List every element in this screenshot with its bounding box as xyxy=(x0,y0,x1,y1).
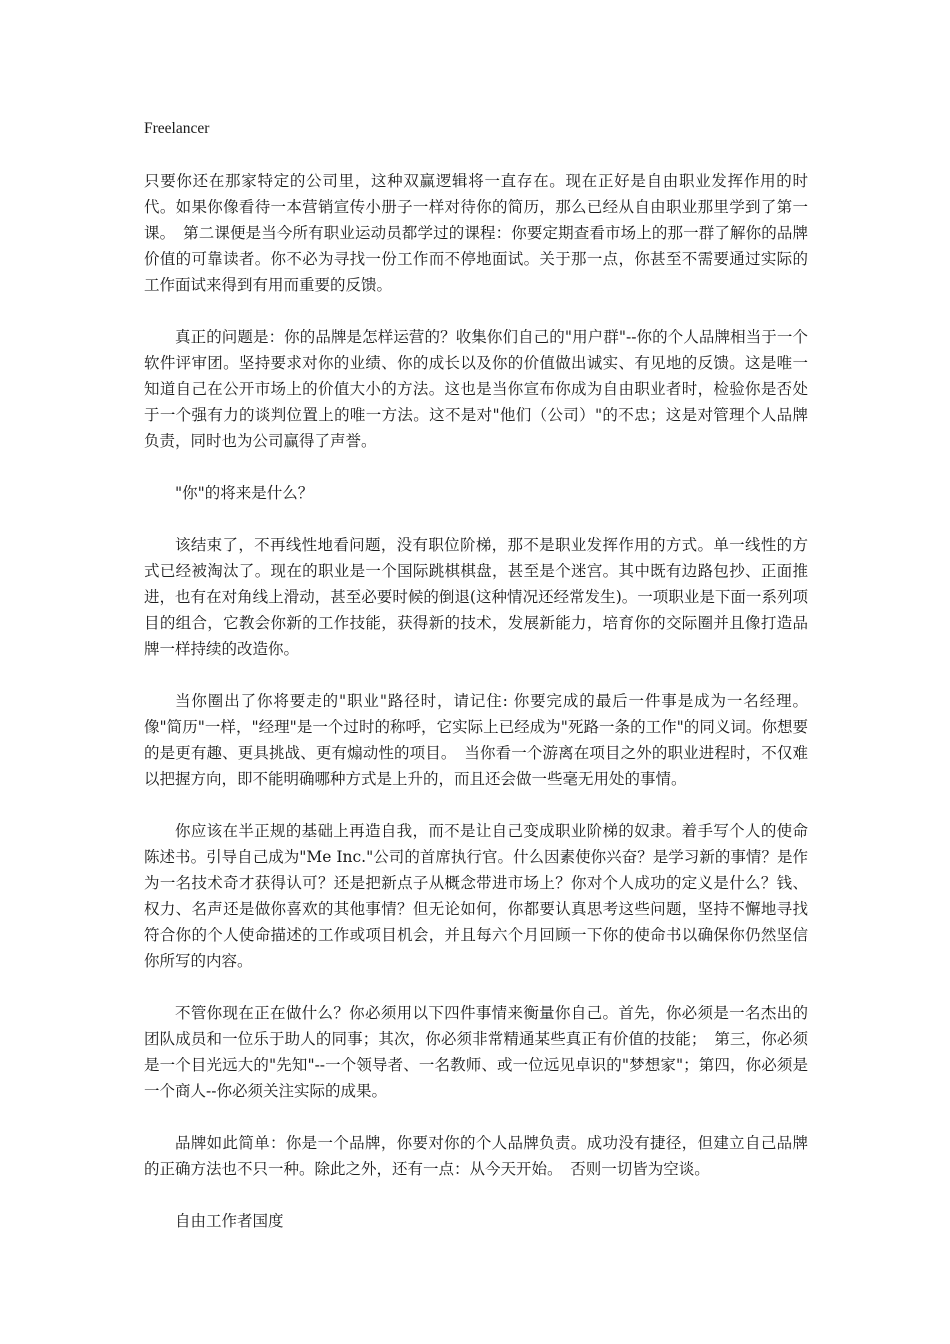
paragraph-mission-statement: 你应该在半正规的基础上再造自我，而不是让自己变成职业阶梯的奴隶。着手写个人的使命陈述书。引导自己成为"Me Inc."公司的首席执行官。什么因素使你兴奋？是学习新的事情？是作为一名技术奇才获得认可？还是把新点子从概念带进市场上？你对个人成功的定义是什么？钱、权力、名声还是做你喜欢的其他事情？但无论如何，你都要认真思考这些问题，坚持不懈地寻找符合你的个人使命描述的工作或项目机会，并且每六个月回顾一下你的使命书以确保你仍然坚信你所写的内容。 xyxy=(144,822,808,970)
paragraph-career-ladder: 该结束了，不再线性地看问题，没有职位阶梯，那不是职业发挥作用的方式。单一线性的方式已经被淘汰了。现在的职业是一个国际跳棋棋盘，甚至是个迷宫。其中既有边路包抄、正面推进，也有在对角线上滑动，甚至必要时候的倒退(这种情况还经常发生)。一项职业是下面一系列项目的组合，它教会你新的工作技能，获得新的技术，发展新能力，培育你的交际圈并且像打造品牌一样持续的改造你。 xyxy=(144,536,808,658)
document-page xyxy=(144,116,808,1234)
subheading-freelancer-nation: 自由工作者国度 xyxy=(175,1212,284,1230)
subheading-your-future: "你"的将来是什么？ xyxy=(175,484,314,502)
paragraph-manager: 当你圈出了你将要走的"职业"路径时，请记住: 你要完成的最后一件事是成为一名经理。 像"简历"一样，"经理"是一个过时的称呼，它实际上已经成为"死路一条的工作"的同义词。你想要的是更有趣、更具挑战、更有煽动性的项目。 当你看一个游离在项目之外的职业进程时，不仅难以把握方向，即不能明确哪种方式是上升的，而且还会做一些毫无用处的事情。 xyxy=(144,692,808,788)
paragraph-brand-simple: 品牌如此简单：你是一个品牌，你要对你的个人品牌负责。成功没有捷径，但建立自己品牌的正确方法也不只一种。除此之外，还有一点：从今天开始。 否则一切皆为空谈。 xyxy=(144,1134,808,1178)
paragraph-brand-question: 真正的问题是：你的品牌是怎样运营的？收集你们自己的"用户群"--你的个人品牌相当于一个软件评审团。坚持要求对你的业绩、你的成长以及你的价值做出诚实、有见地的反馈。这是唯一知道自己在公开市场上的价值大小的方法。这也是当你宣布你成为自由职业者时，检验你是否处于一个强有力的谈判位置上的唯一方法。这不是对"他们（公司）"的不忠；这是对管理个人品牌负责，同时也为公司赢得了声誉。 xyxy=(144,328,808,450)
paragraph-four-things: 不管你现在正在做什么？你必须用以下四件事情来衡量你自己。首先，你必须是一名杰出的团队成员和一位乐于助人的同事；其次，你必须非常精通某些真正有价值的技能； 第三，你必须是一个目光远大的"先知"--一个领导者、一名教师、或一位远见卓识的"梦想家"；第四，你必须是一个商人--你必须关注实际的成果。 xyxy=(144,1004,808,1100)
document-title: Freelancer xyxy=(144,120,210,137)
paragraph-intro: 只要你还在那家特定的公司里，这种双赢逻辑将一直存在。现在正好是自由职业发挥作用的时代。如果你像看待一本营销宣传小册子一样对待你的简历，那么已经从自由职业那里学到了第一课。 第二课便是当今所有职业运动员都学过的课程：你要定期查看市场上的那一群了解你的品牌价值的可靠读者。你不必为寻找一份工作而不停地面试。关于那一点，你甚至不需要通过实际的工作面试来得到有用而重要的反馈。 xyxy=(144,172,808,294)
